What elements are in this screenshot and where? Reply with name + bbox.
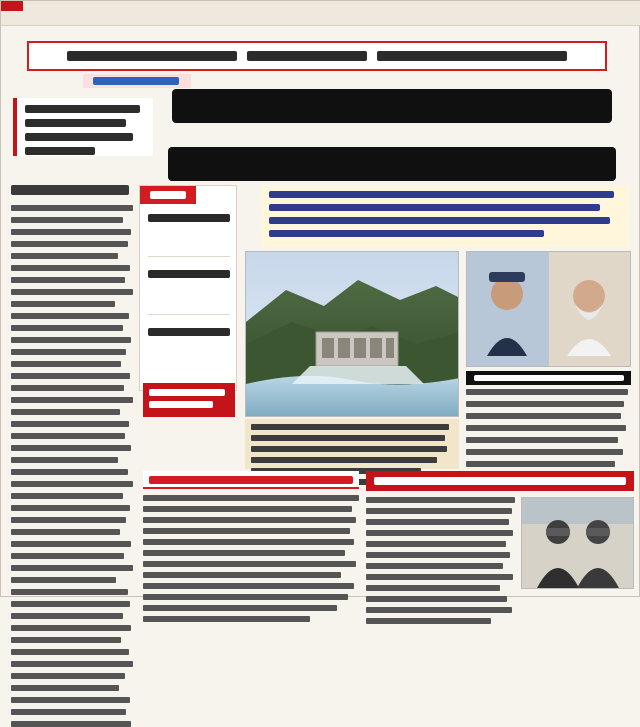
pm-story-heading [466,371,631,385]
dam-caption [245,419,459,469]
body-line [11,505,130,511]
body-line [11,433,125,439]
dateline [11,185,129,195]
body-line [366,519,509,525]
left-body-column [11,205,135,583]
caption-line [251,435,445,441]
body-line [11,493,123,499]
body-line [143,616,310,622]
body-line [11,649,129,655]
body-line [143,605,337,611]
body-line [11,565,133,571]
body-line [143,528,350,534]
body-line [11,469,128,475]
deck-line [25,105,140,113]
body-line [11,409,120,415]
body-line [11,625,131,631]
body-line [466,401,624,407]
body-line [143,561,356,567]
body-line [11,553,124,559]
body-line [11,253,118,259]
body-line [143,583,354,589]
pm-heading-text [474,375,624,381]
intro-line [269,230,544,237]
body-line [11,685,119,691]
sidebar-tag [140,186,196,204]
body-line [11,241,128,247]
caption-line [251,424,449,430]
sidebar-divider [148,256,230,257]
pm-story-body [466,389,631,469]
body-line [11,517,126,523]
body-line [143,495,359,501]
intro-line [269,191,614,198]
kicker-text-2 [247,51,367,61]
pm-photo [466,251,631,367]
body-line [11,373,130,379]
main-headline [161,89,623,181]
promo-line [149,401,213,408]
body-line [366,552,510,558]
ports-heading-text [149,476,353,484]
body-line [11,601,130,607]
deck-line [25,147,95,155]
body-line [11,349,126,355]
author-name [93,77,179,85]
body-line [466,461,615,467]
sidebar-item [148,214,230,222]
dam-photo [245,251,459,417]
body-line [11,265,130,271]
ports-heading [143,471,359,489]
body-line [11,325,123,331]
body-line [466,389,628,395]
body-line [11,613,123,619]
espionage-heading [366,471,634,491]
body-line [11,229,131,235]
body-line [143,506,352,512]
intro-line [269,204,600,211]
body-line [11,457,118,463]
body-line [11,721,131,727]
body-line [11,541,131,547]
espionage-heading-text [374,477,626,485]
ports-body [143,495,363,589]
body-line [11,289,133,295]
body-line [366,530,513,536]
body-line [466,425,626,431]
kicker-banner [27,41,607,71]
kicker-text [67,51,237,61]
headline-line-2 [168,147,616,181]
top-red-tag [1,1,23,11]
deck-box [13,98,153,156]
body-line [11,529,120,535]
body-line [11,589,128,595]
body-line [366,508,512,514]
suspects-photo [521,497,634,589]
caption-line [251,446,447,452]
body-line [466,449,623,455]
body-line [11,313,129,319]
body-line [143,572,341,578]
sidebar-tag-text [150,191,186,199]
deck-line [25,119,126,127]
body-line [11,709,126,715]
body-line [11,481,133,487]
body-line [11,397,133,403]
body-line [366,607,512,613]
body-line [11,661,133,667]
headline-line-1 [172,89,612,123]
body-line [11,301,115,307]
body-line [366,618,491,624]
body-line [11,217,123,223]
promo-line [149,389,225,396]
body-line [11,637,121,643]
intro-line [269,217,610,224]
body-line [366,585,500,591]
masthead-strip [1,1,640,26]
caption-line [251,457,437,463]
body-line [11,337,131,343]
body-line [11,445,131,451]
body-line [366,541,506,547]
body-line [11,385,124,391]
body-line [11,673,125,679]
sidebar-item [148,328,230,336]
deck-line [25,133,133,141]
body-line [466,413,621,419]
intro-paragraph [261,185,629,247]
body-line [11,577,116,583]
body-line [143,539,354,545]
author-byline [83,74,191,88]
body-line [11,205,133,211]
body-line [11,361,121,367]
body-line [366,497,515,503]
body-line [143,517,356,523]
sidebar-box [139,185,237,391]
body-line [11,277,125,283]
sidebar-item [148,270,230,278]
body-line [366,574,513,580]
body-line [366,563,503,569]
sidebar-divider [148,314,230,315]
body-line [143,550,345,556]
body-line [11,697,130,703]
promo-box [143,383,235,417]
body-line [143,594,348,600]
body-line [466,437,618,443]
body-line [11,421,129,427]
kicker-text-3 [377,51,567,61]
espionage-body [366,497,518,589]
